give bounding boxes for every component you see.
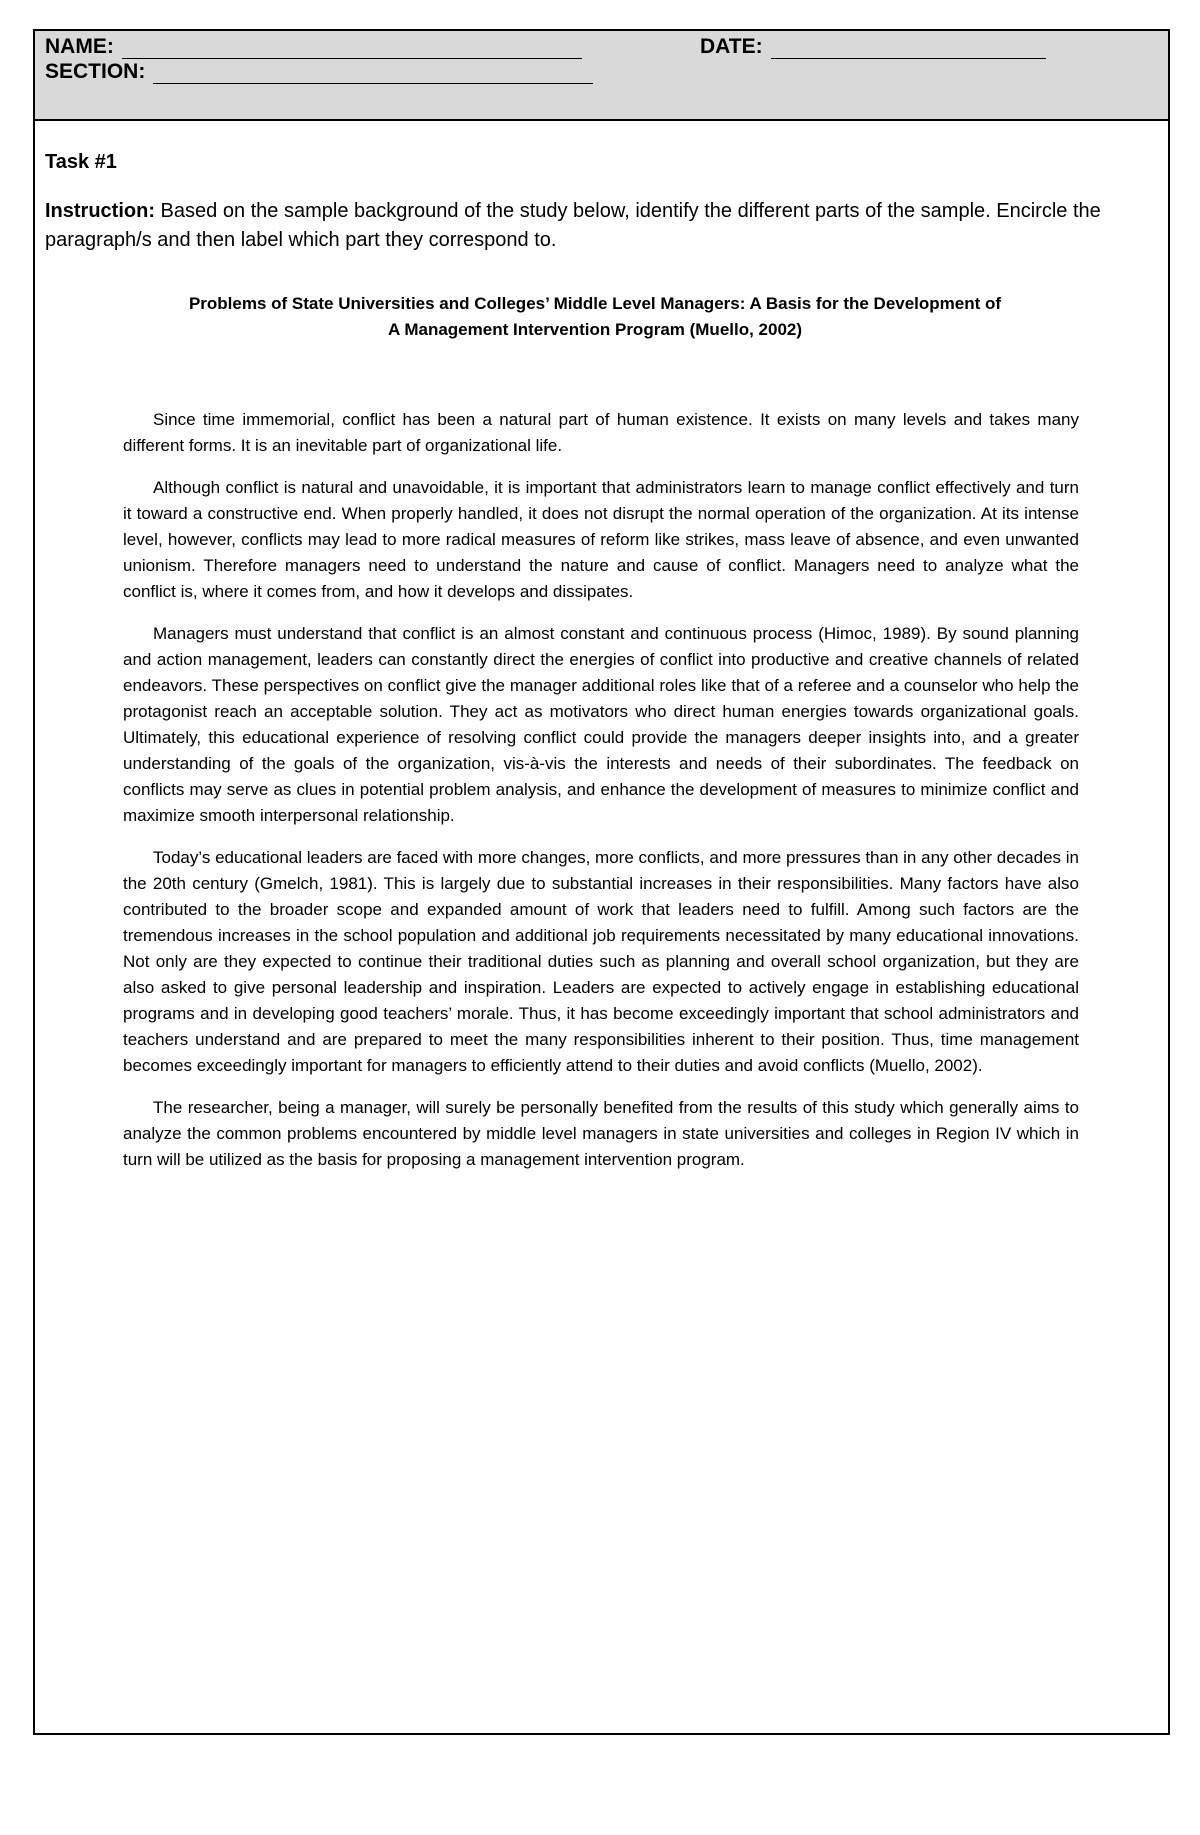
task-heading: Task #1 <box>45 151 117 173</box>
paragraph-3: Managers must understand that conflict is an almost constant and continuous process (Himoc, 1989). By sound planning and action management, leaders can constantly direct the energies of conflict into productive and creative channels of related endeavors. These perspectives on conflict give the manager additional roles like that of a referee and a counselor who help the protagonist reach an acceptable solution. They act as motivators who direct human energies towards organizational goals. Ultimately, this educational experience of resolving conflict could provide the managers deeper insights into, and a greater understanding of the goals of the organization, vis-à-vis the interests and needs of their subordinates. The feedback on conflicts may serve as clues in potential problem analysis, and enhance the development of measures to minimize conflict and maximize smooth interpersonal relationship. <box>123 624 1079 825</box>
section-field <box>45 60 593 84</box>
name-field <box>45 35 582 59</box>
study-background-text <box>123 407 1079 1189</box>
paragraph-5: The researcher, being a manager, will surely be personally benefited from the results of this study which generally aims to analyze the common problems encountered by middle level managers in state universities and colleges in Region IV which in turn will be utilized as the basis for proposing a management intervention program. <box>123 1098 1079 1169</box>
section-label: SECTION: <box>45 60 146 83</box>
paragraph-1: Since time immemorial, conflict has been a natural part of human existence. It exists on many levels and takes many different forms. It is an inevitable part of organizational life. <box>123 410 1079 455</box>
instruction-lead: Instruction: <box>45 200 155 222</box>
date-blank-line[interactable] <box>771 40 1046 59</box>
date-field <box>700 35 1046 59</box>
study-title-line-2: A Management Intervention Program (Muello, 2002) <box>387 320 803 339</box>
study-title <box>75 291 1115 343</box>
study-title-line-1: Problems of State Universities and Colleges’ Middle Level Managers: A Basis for the Development of <box>188 294 1002 313</box>
worksheet-frame <box>33 29 1170 1735</box>
paragraph-2: Although conflict is natural and unavoidable, it is important that administrators learn to manage conflict effectively and turn it toward a constructive end. When properly handled, it does not disrupt the normal operation of the organization. At its intense level, however, conflicts may lead to more radical measures of reform like strikes, mass leave of absence, and even unwanted unionism. Therefore managers need to understand the nature and cause of conflict. Managers need to analyze what the conflict is, where it comes from, and how it develops and dissipates. <box>123 478 1079 601</box>
paragraph-4: Today’s educational leaders are faced with more changes, more conflicts, and more pressures than in any other decades in the 20th century (Gmelch, 1981). This is largely due to substantial increases in their responsibilities. Many factors have also contributed to the broader scope and expanded amount of work that leaders need to fulfill. Among such factors are the tremendous increases in the school population and additional job requirements necessitated by many educational innovations. Not only are they expected to continue their traditional duties such as planning and overall school organization, but they are also asked to give personal leadership and inspiration. Leaders are expected to actively engage in establishing educational programs and in developing good teachers’ morale. Thus, it has become exceedingly important that school administrators and teachers understand and are prepared to meet the many responsibilities inherent to their position. Thus, time management becomes exceedingly important for managers to efficiently attend to their duties and avoid conflicts (Muello, 2002). <box>123 848 1079 1075</box>
instruction-body: Based on the sample background of the study below, identify the different parts of the sample. Encircle the paragraph/s and then label which part they correspond to. <box>45 200 1101 251</box>
name-label: NAME: <box>45 35 114 58</box>
student-info-header <box>35 31 1168 121</box>
instruction-text <box>45 197 1165 255</box>
name-blank-line[interactable] <box>122 40 582 59</box>
section-blank-line[interactable] <box>153 65 593 84</box>
date-label: DATE: <box>700 35 763 58</box>
